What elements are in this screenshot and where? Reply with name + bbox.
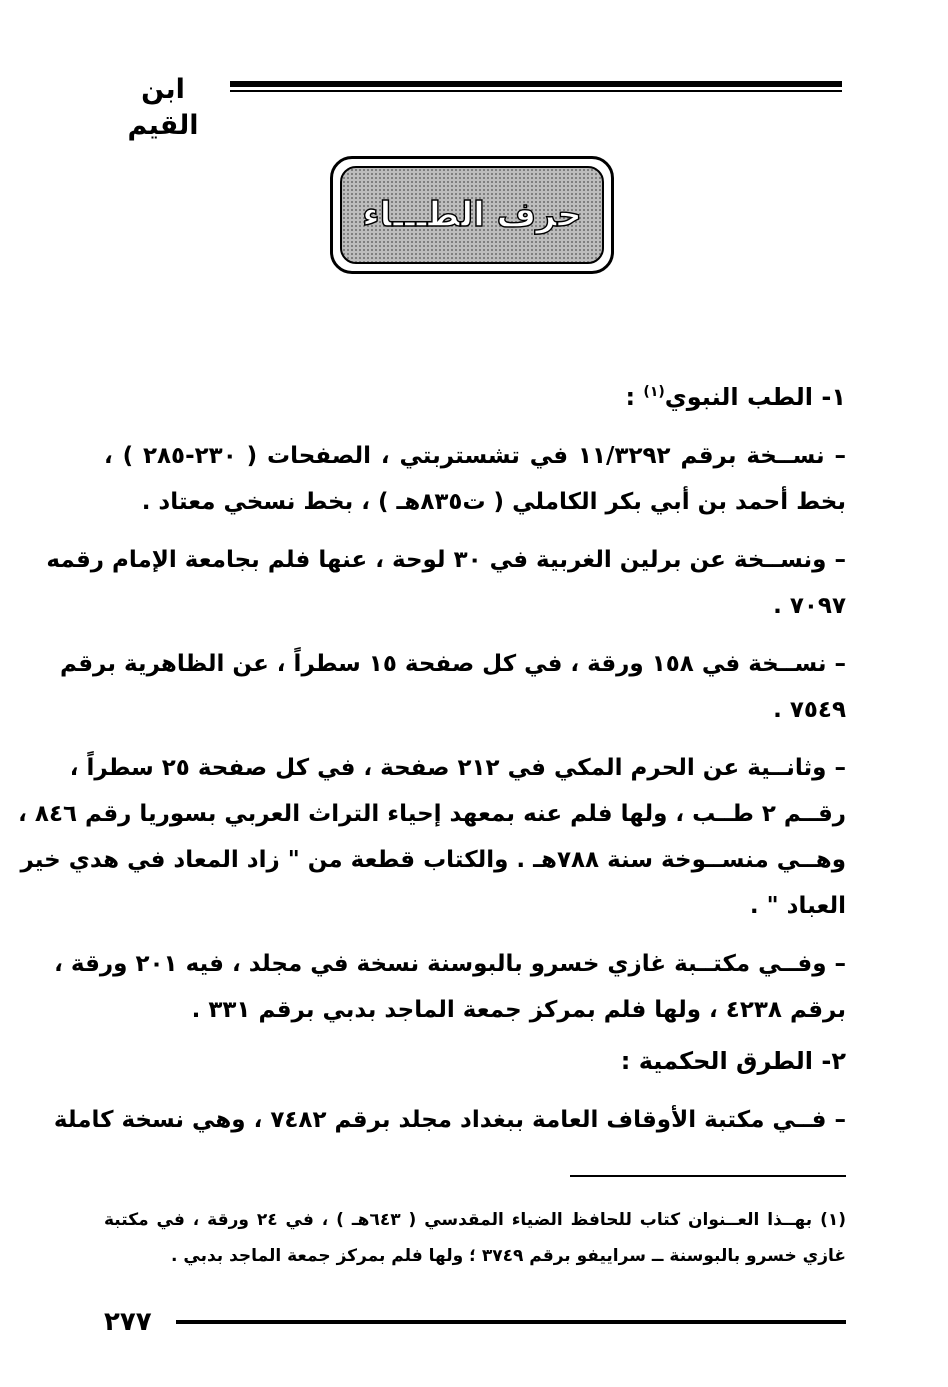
section-heading (104, 372, 846, 417)
text-line: – نســخة برقم ١١/٣٢٩٢ في تشستربتي ، الصفحات ( ٢٣٠-٢٨٥ ) ، (104, 443, 846, 469)
list-item (46, 537, 846, 629)
list-item (104, 433, 846, 525)
body-text (18, 372, 846, 1155)
text-line: وهــي منســوخة سنة ٧٨٨هـ . والكتاب قطعة من " زاد المعاد في هدي خير (20, 847, 846, 873)
footnote-line: غازي خسرو بالبوسنة ــ سراييفو برقم ٣٧٤٩ ؛ ولها فلم بمركز جمعة الماجد بدبي . (171, 1246, 846, 1266)
text-line: العباد " . (749, 893, 846, 919)
text-line: رقــم ٢ طــب ، ولها فلم عنه بمعهد إحياء التراث العربي بسوريا رقم ٨٤٦ ، (18, 801, 846, 827)
header-rule (230, 81, 842, 93)
text-line: برقم ٤٢٣٨ ، ولها فلم بمركز جمعة الماجد بدبي برقم ٣٣١ . (191, 997, 846, 1023)
text-line: بخط أحمد بن أبي بكر الكاملي ( ت٨٣٥هـ ) ، بخط نسخي معتاد . (141, 489, 846, 515)
text-line: – فــي مكتبة الأوقاف العامة ببغداد مجلد برقم ٧٤٨٢ ، وهي نسخة كاملة (53, 1107, 846, 1133)
list-item (18, 745, 846, 929)
list-item (59, 641, 846, 733)
footer-rule (176, 1320, 846, 1324)
header-rule-thick (230, 81, 842, 87)
footnote-reference: (١) (643, 384, 665, 400)
list-item (54, 941, 846, 1033)
chapter-title: حرف الطـــاء (362, 195, 582, 235)
chapter-title-frame (340, 166, 604, 264)
footnote (104, 1202, 846, 1274)
text-line: – وفــي مكتــبة غازي خسرو بالبوسنة نسخة في مجلد ، فيه ٢٠١ ورقة ، (54, 951, 846, 977)
section-heading-suffix: : (625, 383, 644, 411)
text-line: – نســخة في ١٥٨ ورقة ، في كل صفحة ١٥ سطراً ، عن الظاهرية برقم (59, 651, 846, 677)
footnote-separator (570, 1175, 846, 1177)
text-line: ٧٥٤٩ . (773, 697, 846, 723)
text-line: – ونســخة عن برلين الغربية في ٣٠ لوحة ، عنها فلم بجامعة الإمام رقمه (46, 547, 846, 573)
text-line: – وثانــية عن الحرم المكي في ٢١٢ صفحة ، في كل صفحة ٢٥ سطراً ، (69, 755, 846, 781)
chapter-title-box (330, 156, 614, 274)
list-item (53, 1097, 846, 1143)
running-title: ابن القيم (127, 74, 199, 141)
footnote-line: (١) بهــذا العــنوان كتاب للحافظ الضياء المقدسي ( ٦٤٣هـ ) ، في ٢٤ ورقة ، في مكتبة (104, 1210, 847, 1230)
text-line: ٧٠٩٧ . (773, 593, 846, 619)
section-heading: ٢- الطرق الحكمية : (620, 1047, 846, 1075)
section-heading-text: ١- الطب النبوي (664, 383, 846, 411)
header-rule-thin (230, 90, 842, 92)
page-number: ٢٧٧ (104, 1307, 152, 1337)
